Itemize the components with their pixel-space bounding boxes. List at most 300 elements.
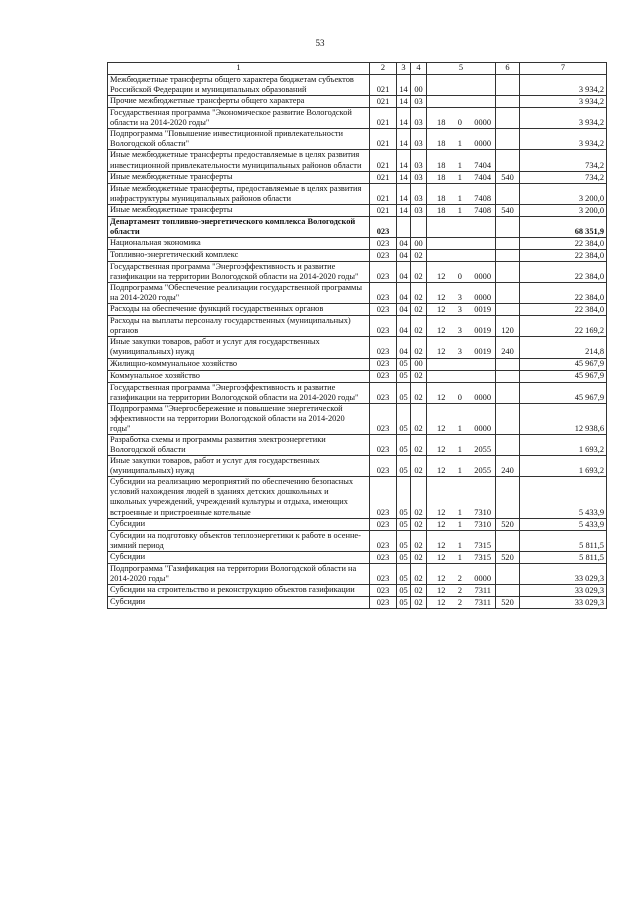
target-subprogram: 2	[457, 597, 463, 607]
column-header: 2	[370, 63, 397, 75]
cell-target-article	[427, 129, 496, 150]
cell-section: 04	[397, 283, 411, 304]
target-program: 18	[437, 172, 446, 182]
cell-section: 05	[397, 596, 411, 608]
row-name: Субсидии	[108, 518, 370, 530]
cell-ministry-code: 021	[370, 183, 397, 204]
cell-target-article	[427, 171, 496, 183]
table-row	[108, 283, 607, 304]
cell-section: 14	[397, 108, 411, 129]
table-row	[108, 370, 607, 382]
cell-ministry-code: 021	[370, 171, 397, 183]
target-program: 12	[437, 445, 446, 455]
cell-expense-type: 520	[496, 596, 520, 608]
target-subprogram: 1	[457, 466, 462, 476]
target-program: 12	[437, 466, 446, 476]
cell-ministry-code: 021	[370, 96, 397, 108]
cell-expense-type	[496, 434, 520, 455]
cell-section: 14	[397, 96, 411, 108]
table-row	[108, 596, 607, 608]
cell-ministry-code: 023	[370, 530, 397, 551]
target-program: 12	[437, 573, 446, 583]
cell-target-article	[427, 382, 496, 403]
target-program: 12	[437, 540, 446, 550]
cell-section: 04	[397, 337, 411, 358]
cell-target-article	[427, 456, 496, 477]
target-direction: 7315	[474, 552, 491, 562]
table-row	[108, 518, 607, 530]
cell-expense-type	[496, 150, 520, 171]
cell-expense-type	[496, 129, 520, 150]
table-row	[108, 249, 607, 261]
row-name: Департамент топливно-энергетического комплекса Вологодской области	[108, 216, 370, 237]
cell-target-article	[427, 434, 496, 455]
cell-amount: 22 384,0	[520, 237, 607, 249]
table-row	[108, 171, 607, 183]
cell-ministry-code: 023	[370, 304, 397, 316]
cell-section: 04	[397, 237, 411, 249]
target-program: 12	[437, 392, 446, 402]
cell-amount: 3 934,2	[520, 129, 607, 150]
cell-subsection: 02	[411, 530, 427, 551]
cell-amount: 3 934,2	[520, 75, 607, 96]
cell-ministry-code: 021	[370, 129, 397, 150]
cell-expense-type	[496, 283, 520, 304]
target-program: 12	[437, 272, 446, 282]
target-direction: 0000	[474, 392, 491, 402]
row-name: Подпрограмма "Повышение инвестиционной привлекательности Вологодской области"	[108, 129, 370, 150]
table-row	[108, 150, 607, 171]
row-name: Субсидии на подготовку объектов теплоэнергетики к работе в осенне-зимний период	[108, 530, 370, 551]
target-subprogram: 1	[457, 423, 462, 433]
target-subprogram: 1	[457, 160, 462, 170]
target-direction: 7315	[474, 540, 491, 550]
cell-ministry-code: 023	[370, 382, 397, 403]
column-header: 3	[397, 63, 411, 75]
cell-expense-type	[496, 370, 520, 382]
cell-expense-type	[496, 75, 520, 96]
cell-subsection: 02	[411, 382, 427, 403]
cell-amount: 22 384,0	[520, 304, 607, 316]
target-program: 12	[437, 293, 446, 303]
cell-ministry-code: 023	[370, 316, 397, 337]
cell-subsection	[411, 216, 427, 237]
cell-section	[397, 216, 411, 237]
cell-ministry-code: 023	[370, 584, 397, 596]
row-name: Прочие межбюджетные трансферты общего характера	[108, 96, 370, 108]
row-name: Иные межбюджетные трансферты предоставляемые в целях развития инвестиционной привлекательности муниципальных районов области	[108, 150, 370, 171]
cell-amount: 5 811,5	[520, 530, 607, 551]
target-direction: 2055	[474, 445, 491, 455]
target-subprogram: 1	[457, 552, 462, 562]
column-header: 5	[427, 63, 496, 75]
target-subprogram: 1	[457, 507, 462, 517]
cell-expense-type	[496, 530, 520, 551]
cell-target-article	[427, 283, 496, 304]
cell-section: 05	[397, 358, 411, 370]
cell-expense-type	[496, 237, 520, 249]
row-name: Подпрограмма "Газификация на территории Вологодской области на 2014-2020 годы"	[108, 563, 370, 584]
cell-amount: 22 384,0	[520, 261, 607, 282]
target-direction: 7311	[474, 585, 491, 595]
cell-amount: 214,8	[520, 337, 607, 358]
cell-target-article	[427, 204, 496, 216]
cell-section: 05	[397, 382, 411, 403]
cell-subsection: 02	[411, 249, 427, 261]
row-name: Иные межбюджетные трансферты, предоставляемые в целях развития инфраструктуры муниципальных районов области	[108, 183, 370, 204]
cell-ministry-code: 023	[370, 551, 397, 563]
cell-amount: 734,2	[520, 150, 607, 171]
cell-subsection: 03	[411, 183, 427, 204]
cell-target-article	[427, 216, 496, 237]
cell-ministry-code: 023	[370, 434, 397, 455]
table-row	[108, 551, 607, 563]
cell-amount: 5 433,9	[520, 477, 607, 518]
cell-amount: 33 029,3	[520, 584, 607, 596]
row-name: Субсидии	[108, 551, 370, 563]
target-subprogram: 3	[457, 305, 462, 315]
cell-ministry-code: 023	[370, 358, 397, 370]
row-name: Иные межбюджетные трансферты	[108, 171, 370, 183]
target-direction: 0019	[474, 305, 491, 315]
cell-target-article	[427, 551, 496, 563]
cell-amount: 22 384,0	[520, 283, 607, 304]
cell-subsection: 02	[411, 434, 427, 455]
cell-expense-type	[496, 249, 520, 261]
cell-amount: 33 029,3	[520, 596, 607, 608]
table-row	[108, 261, 607, 282]
cell-amount: 45 967,9	[520, 382, 607, 403]
cell-subsection: 02	[411, 283, 427, 304]
target-program: 12	[437, 423, 446, 433]
target-subprogram: 0	[457, 118, 462, 128]
cell-section: 04	[397, 261, 411, 282]
cell-expense-type	[496, 183, 520, 204]
cell-amount: 1 693,2	[520, 434, 607, 455]
page-number: 53	[315, 38, 325, 48]
cell-section: 05	[397, 518, 411, 530]
cell-expense-type: 120	[496, 316, 520, 337]
cell-section: 05	[397, 477, 411, 518]
column-header: 6	[496, 63, 520, 75]
row-name: Коммунальное хозяйство	[108, 370, 370, 382]
cell-amount: 1 693,2	[520, 456, 607, 477]
table-body	[108, 75, 607, 609]
row-name: Иные закупки товаров, работ и услуг для государственных (муниципальных) нужд	[108, 337, 370, 358]
cell-expense-type	[496, 563, 520, 584]
row-name: Государственная программа "Энергоэффективность и развитие газификации на территории Вологодской области на 2014-2020 годы"	[108, 382, 370, 403]
cell-subsection: 02	[411, 456, 427, 477]
cell-target-article	[427, 584, 496, 596]
table-row	[108, 304, 607, 316]
cell-amount: 5 811,5	[520, 551, 607, 563]
target-direction: 7404	[474, 172, 491, 182]
row-name: Межбюджетные трансферты общего характера бюджетам субъектов Российской Федерации и муниципальных образований	[108, 75, 370, 96]
cell-expense-type	[496, 108, 520, 129]
table-row	[108, 530, 607, 551]
table-row	[108, 358, 607, 370]
row-name: Подпрограмма "Обеспечение реализации государственной программы на 2014-2020 годы"	[108, 283, 370, 304]
cell-subsection: 02	[411, 316, 427, 337]
target-direction: 7408	[474, 193, 491, 203]
target-subprogram: 1	[457, 540, 462, 550]
cell-subsection: 03	[411, 171, 427, 183]
cell-amount: 22 169,2	[520, 316, 607, 337]
cell-subsection: 02	[411, 551, 427, 563]
table-row	[108, 237, 607, 249]
cell-target-article	[427, 358, 496, 370]
cell-section: 05	[397, 403, 411, 434]
cell-target-article	[427, 150, 496, 171]
cell-ministry-code: 023	[370, 596, 397, 608]
cell-expense-type	[496, 261, 520, 282]
target-program: 12	[437, 519, 446, 529]
table-row	[108, 204, 607, 216]
target-direction: 0000	[474, 293, 491, 303]
cell-expense-type	[496, 304, 520, 316]
cell-expense-type: 240	[496, 456, 520, 477]
target-program: 18	[437, 160, 446, 170]
cell-ministry-code: 021	[370, 75, 397, 96]
row-name: Топливно-энергетический комплекс	[108, 249, 370, 261]
cell-target-article	[427, 596, 496, 608]
cell-ministry-code: 023	[370, 249, 397, 261]
target-program: 12	[437, 347, 446, 357]
cell-subsection: 02	[411, 477, 427, 518]
cell-section: 05	[397, 370, 411, 382]
target-program: 12	[437, 552, 446, 562]
target-subprogram: 1	[457, 519, 462, 529]
cell-amount: 3 200,0	[520, 204, 607, 216]
cell-subsection: 02	[411, 337, 427, 358]
cell-section: 05	[397, 456, 411, 477]
target-direction: 7404	[474, 160, 491, 170]
cell-section: 04	[397, 304, 411, 316]
cell-section: 14	[397, 204, 411, 216]
table-row	[108, 477, 607, 518]
cell-ministry-code: 021	[370, 108, 397, 129]
row-name: Жилищно-коммунальное хозяйство	[108, 358, 370, 370]
cell-expense-type	[496, 382, 520, 403]
cell-amount: 68 351,9	[520, 216, 607, 237]
target-program: 12	[437, 585, 446, 595]
cell-target-article	[427, 563, 496, 584]
row-name: Государственная программа "Экономическое развитие Вологодской области на 2014-2020 годы"	[108, 108, 370, 129]
cell-section: 05	[397, 551, 411, 563]
target-subprogram: 0	[457, 392, 462, 402]
cell-subsection: 02	[411, 403, 427, 434]
target-subprogram: 0	[457, 272, 462, 282]
target-subprogram: 1	[457, 193, 462, 203]
target-direction: 0000	[474, 139, 491, 149]
table-row	[108, 129, 607, 150]
cell-expense-type	[496, 477, 520, 518]
cell-expense-type	[496, 96, 520, 108]
cell-target-article	[427, 237, 496, 249]
cell-target-article	[427, 304, 496, 316]
cell-amount: 5 433,9	[520, 518, 607, 530]
cell-target-article	[427, 183, 496, 204]
target-subprogram: 1	[457, 205, 462, 215]
cell-ministry-code: 021	[370, 204, 397, 216]
cell-ministry-code: 023	[370, 337, 397, 358]
target-program: 12	[437, 305, 446, 315]
cell-expense-type	[496, 216, 520, 237]
target-subprogram: 1	[457, 445, 462, 455]
target-program: 18	[437, 139, 446, 149]
target-direction: 0019	[474, 326, 491, 336]
cell-amount: 22 384,0	[520, 249, 607, 261]
cell-subsection: 02	[411, 518, 427, 530]
row-name: Субсидии на реализацию мероприятий по обеспечению безопасных условий нахождения людей в зданиях детских дошкольных и школьных учреждений, учреждений культуры и отдыха, имеющих встроенные и пристроенные котельные	[108, 477, 370, 518]
target-direction: 7408	[474, 205, 491, 215]
cell-expense-type: 520	[496, 551, 520, 563]
target-subprogram: 2	[457, 585, 463, 595]
cell-target-article	[427, 370, 496, 382]
row-name: Национальная экономика	[108, 237, 370, 249]
cell-subsection: 00	[411, 75, 427, 96]
table-row	[108, 96, 607, 108]
cell-ministry-code: 023	[370, 261, 397, 282]
cell-ministry-code: 023	[370, 456, 397, 477]
row-name: Подпрограмма "Энергосбережение и повышение энергетической эффективности на территории Вологодской области на 2014-2020 годы"	[108, 403, 370, 434]
row-name: Разработка схемы и программы развития электроэнергетики Вологодской области	[108, 434, 370, 455]
table-row	[108, 563, 607, 584]
cell-target-article	[427, 518, 496, 530]
row-name: Расходы на обеспечение функций государственных органов	[108, 304, 370, 316]
cell-section: 05	[397, 530, 411, 551]
cell-target-article	[427, 337, 496, 358]
table-row	[108, 403, 607, 434]
cell-target-article	[427, 477, 496, 518]
cell-expense-type	[496, 584, 520, 596]
target-program: 18	[437, 205, 446, 215]
table-row	[108, 382, 607, 403]
cell-subsection: 02	[411, 370, 427, 382]
cell-subsection: 02	[411, 596, 427, 608]
cell-expense-type: 540	[496, 171, 520, 183]
target-direction: 7311	[474, 597, 491, 607]
cell-target-article	[427, 249, 496, 261]
target-direction: 0000	[474, 573, 491, 583]
row-name: Субсидии	[108, 596, 370, 608]
target-direction: 2055	[474, 466, 491, 476]
cell-subsection: 02	[411, 584, 427, 596]
cell-ministry-code: 023	[370, 563, 397, 584]
cell-ministry-code: 023	[370, 237, 397, 249]
cell-section: 14	[397, 75, 411, 96]
table-row	[108, 183, 607, 204]
row-name: Иные межбюджетные трансферты	[108, 204, 370, 216]
cell-section: 05	[397, 584, 411, 596]
cell-target-article	[427, 96, 496, 108]
target-direction: 7310	[474, 519, 491, 529]
cell-section: 14	[397, 129, 411, 150]
table-row	[108, 216, 607, 237]
column-header: 7	[520, 63, 607, 75]
cell-section: 14	[397, 150, 411, 171]
cell-subsection: 00	[411, 358, 427, 370]
target-program: 12	[437, 507, 446, 517]
column-header: 4	[411, 63, 427, 75]
target-subprogram: 3	[457, 347, 462, 357]
row-name: Иные закупки товаров, работ и услуг для государственных (муниципальных) нужд	[108, 456, 370, 477]
cell-subsection: 02	[411, 563, 427, 584]
cell-subsection: 03	[411, 96, 427, 108]
target-direction: 0000	[474, 118, 491, 128]
cell-amount: 45 967,9	[520, 358, 607, 370]
target-direction: 0019	[474, 347, 491, 357]
table-row	[108, 75, 607, 96]
target-direction: 7310	[474, 507, 491, 517]
target-subprogram: 1	[457, 139, 462, 149]
table-row	[108, 316, 607, 337]
column-header: 1	[108, 63, 370, 75]
table-row	[108, 108, 607, 129]
cell-amount: 734,2	[520, 171, 607, 183]
cell-ministry-code: 023	[370, 216, 397, 237]
cell-subsection: 03	[411, 108, 427, 129]
row-name: Расходы на выплаты персоналу государственных (муниципальных) органов	[108, 316, 370, 337]
cell-target-article	[427, 530, 496, 551]
table-row	[108, 584, 607, 596]
cell-section: 14	[397, 171, 411, 183]
cell-section: 04	[397, 249, 411, 261]
cell-amount: 33 029,3	[520, 563, 607, 584]
budget-table	[107, 62, 607, 609]
cell-target-article	[427, 108, 496, 129]
cell-subsection: 03	[411, 129, 427, 150]
target-direction: 0000	[474, 272, 491, 282]
cell-subsection: 03	[411, 150, 427, 171]
target-program: 18	[437, 118, 446, 128]
cell-amount: 45 967,9	[520, 370, 607, 382]
cell-ministry-code: 023	[370, 477, 397, 518]
target-direction: 0000	[474, 423, 491, 433]
cell-ministry-code: 023	[370, 518, 397, 530]
cell-expense-type	[496, 358, 520, 370]
cell-ministry-code: 023	[370, 370, 397, 382]
table-row	[108, 434, 607, 455]
cell-expense-type: 240	[496, 337, 520, 358]
cell-subsection: 02	[411, 261, 427, 282]
cell-amount: 12 938,6	[520, 403, 607, 434]
target-subprogram: 1	[457, 172, 462, 182]
target-program: 18	[437, 193, 446, 203]
row-name: Государственная программа "Энергоэффективность и развитие газификации на территории Вологодской области на 2014-2020 годы"	[108, 261, 370, 282]
table-header-row	[108, 63, 607, 75]
cell-ministry-code: 021	[370, 150, 397, 171]
cell-subsection: 02	[411, 304, 427, 316]
table-row	[108, 456, 607, 477]
cell-amount: 3 934,2	[520, 108, 607, 129]
cell-target-article	[427, 261, 496, 282]
cell-expense-type: 540	[496, 204, 520, 216]
cell-target-article	[427, 316, 496, 337]
target-program: 12	[437, 326, 446, 336]
target-subprogram: 3	[457, 293, 462, 303]
cell-ministry-code: 023	[370, 403, 397, 434]
table-row	[108, 337, 607, 358]
target-subprogram: 2	[457, 573, 462, 583]
cell-amount: 3 934,2	[520, 96, 607, 108]
row-name: Субсидии на строительство и реконструкцию объектов газификации	[108, 584, 370, 596]
target-program: 12	[437, 597, 446, 607]
target-subprogram: 3	[457, 326, 462, 336]
cell-target-article	[427, 75, 496, 96]
cell-amount: 3 200,0	[520, 183, 607, 204]
cell-section: 05	[397, 434, 411, 455]
